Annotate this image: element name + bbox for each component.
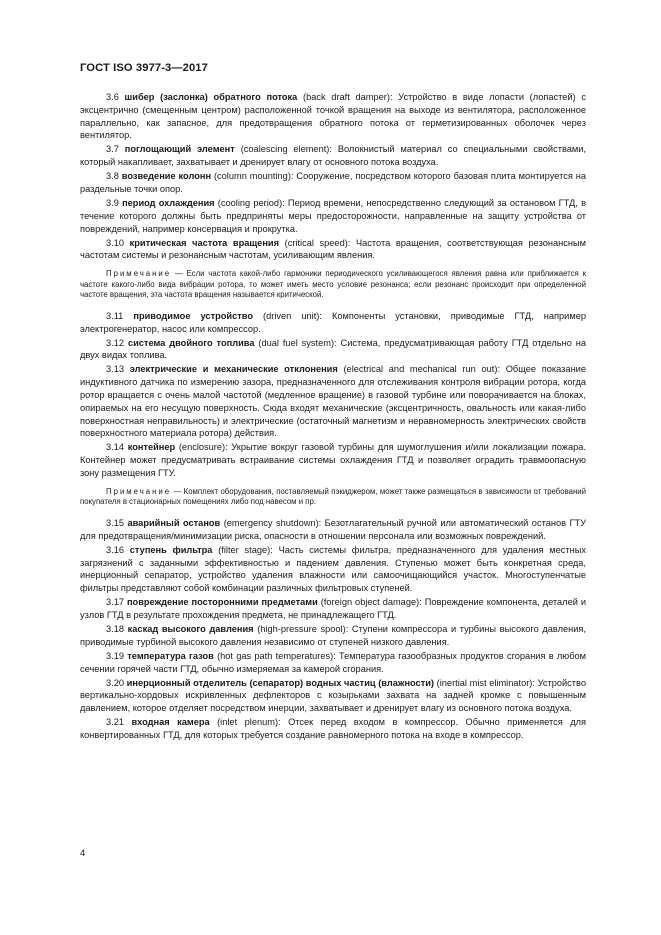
definition-3-13: 3.13 электрические и механические отклонения (electrical and mechanical run out): Общее показание индуктивного датчика по измерению зазора, предназначенного для отслеживания контроля вибрации ротора, когда ротор вращается с очень малой частотой (медленное вращение) в газовой турбине или поворачивается на блоках, опираемых на его несущую поверхность. Сюда входят механические (эксцентричность, овальность или какая-либо поверхностная неправильность) и электрические (остаточный магнетизм и неравномерность электрических свойств поверхностного материала ротора) действия. (80, 364, 586, 439)
definition-3-18: 3.18 каскад высокого давления (high-pressure spool): Ступени компрессора и турбины высокого давления, приводимые турбиной высокого давления независимо от ступеней низкого давления. (80, 623, 586, 647)
definition-3-10: 3.10 критическая частота вращения (critical speed): Частота вращения, соответствующая резонансным частотам системы и резонансным частотам, усиливающим явления. (80, 237, 586, 261)
definition-3-8: 3.8 возведение колонн (column mounting): Сооружение, посредством которого базовая плита монтируется на раздельные точки опор. (80, 171, 586, 194)
document-header: ГОСТ ISO 3977-3—2017 (80, 62, 208, 74)
document-body (80, 91, 586, 743)
definition-3-11: 3.11 приводимое устройство (driven unit): Компоненты установки, приводимые ГТД, например электрогенератор, насос или компрессор. (80, 310, 586, 334)
definition-3-21: 3.21 входная камера (inlet plenum): Отсек перед входом в компрессор. Обычно применяется для конвертированных ГТД, для которых требуется создание равномерного потока на входе в компрессор. (80, 717, 586, 740)
note-critical-speed: Примечание — Если частота какой-либо гармоники периодического усиливающегося явления равна или приближается к частоте какого-либо вида вибрации ротора, то может иметь место условие резонанса; если резонанс происходит при определенной частоте вращения, эта частота вращения называется критической. (80, 269, 586, 300)
definition-3-7: 3.7 поглощающий элемент (coalescing element): Волокнистый материал со специальными свойствами, который накапливает, захватывает и дренирует влагу от основного потока воздуха. (80, 144, 586, 168)
definition-3-9: 3.9 период охлаждения (cooling period): Период времени, непосредственно следующий за остановом ГТД, в течение которого должны быть предприняты меры предосторожности, направленные на защиту устройства от повреждений, например консервация и прокрутка. (80, 197, 586, 234)
definition-3-16: 3.16 ступень фильтра (filter stage): Часть системы фильтра, предназначенного для удаления местных загрязнений с заданными эффективностью и падением давления. Ступенью может быть конкретная среда, инерционный сепаратор, устройство удаления влажности или самоочищающийся участок. Многоступенчатые фильтры представляют собой комбинации различных фильтровых ступеней. (80, 544, 586, 594)
definition-3-15: 3.15 аварийный останов (emergency shutdown): Безотлагательный ручной или автоматический останов ГТУ для предотвращения/минимизации риска, опасности в отношении персонала или возможных повреждений. (80, 518, 586, 541)
note-enclosure: Примечание — Комплект оборудования, поставляемый пэкиджером, может также размещаться в зависимости от требований покупателя в стационарных помещениях либо под навесом и пр. (80, 486, 586, 507)
definition-3-14: 3.14 контейнер (enclosure): Укрытие вокруг газовой турбины для шумоглушения и/или локализации пожара. Контейнер может предусматривать встраивание системы охлаждения ГТД и позволяет оградить травмоопасную зону размещения ГТУ. (80, 442, 586, 479)
definition-3-17: 3.17 повреждение посторонними предметами (foreign object damage): Повреждение компонента, деталей и узлов ГТД в результате прохождения предмета, не принадлежащего ГТД. (80, 597, 587, 620)
definition-3-6: 3.6 шибер (заслонка) обратного потока (back draft damper): Устройство в виде лопасти (лопастей) с эксцентрично (смещенным центром) расположенной точкой вращения на выходе из вентилятора, расположенное параллельно, как запасное, для предотвращения обратного потока от герметизированных оболочек через вентилятор. (80, 92, 586, 141)
page-number: 4 (80, 848, 86, 859)
definition-3-20: 3.20 инерционный отделитель (сепаратор) водных частиц (влажности) (inertial mist eliminator): Устройство вертикально-хордовых искривленных дефлекторов с козырьками захвата на задней кромке с повышенным давлением, которое отделяет посредством инерции, захватывает и дренирует влагу из основного потока воздуха. (80, 677, 586, 714)
definition-3-12: 3.12 система двойного топлива (dual fuel system): Система, предусматривающая работу ГТД отдельно на двух видах топлива. (80, 337, 586, 361)
definition-3-19: 3.19 температура газов (hot gas path temperatures): Температура газообразных продуктов сгорания в любом сечении горячей части ГТД, обычно измеряемая за камерой сгорания. (80, 650, 587, 674)
